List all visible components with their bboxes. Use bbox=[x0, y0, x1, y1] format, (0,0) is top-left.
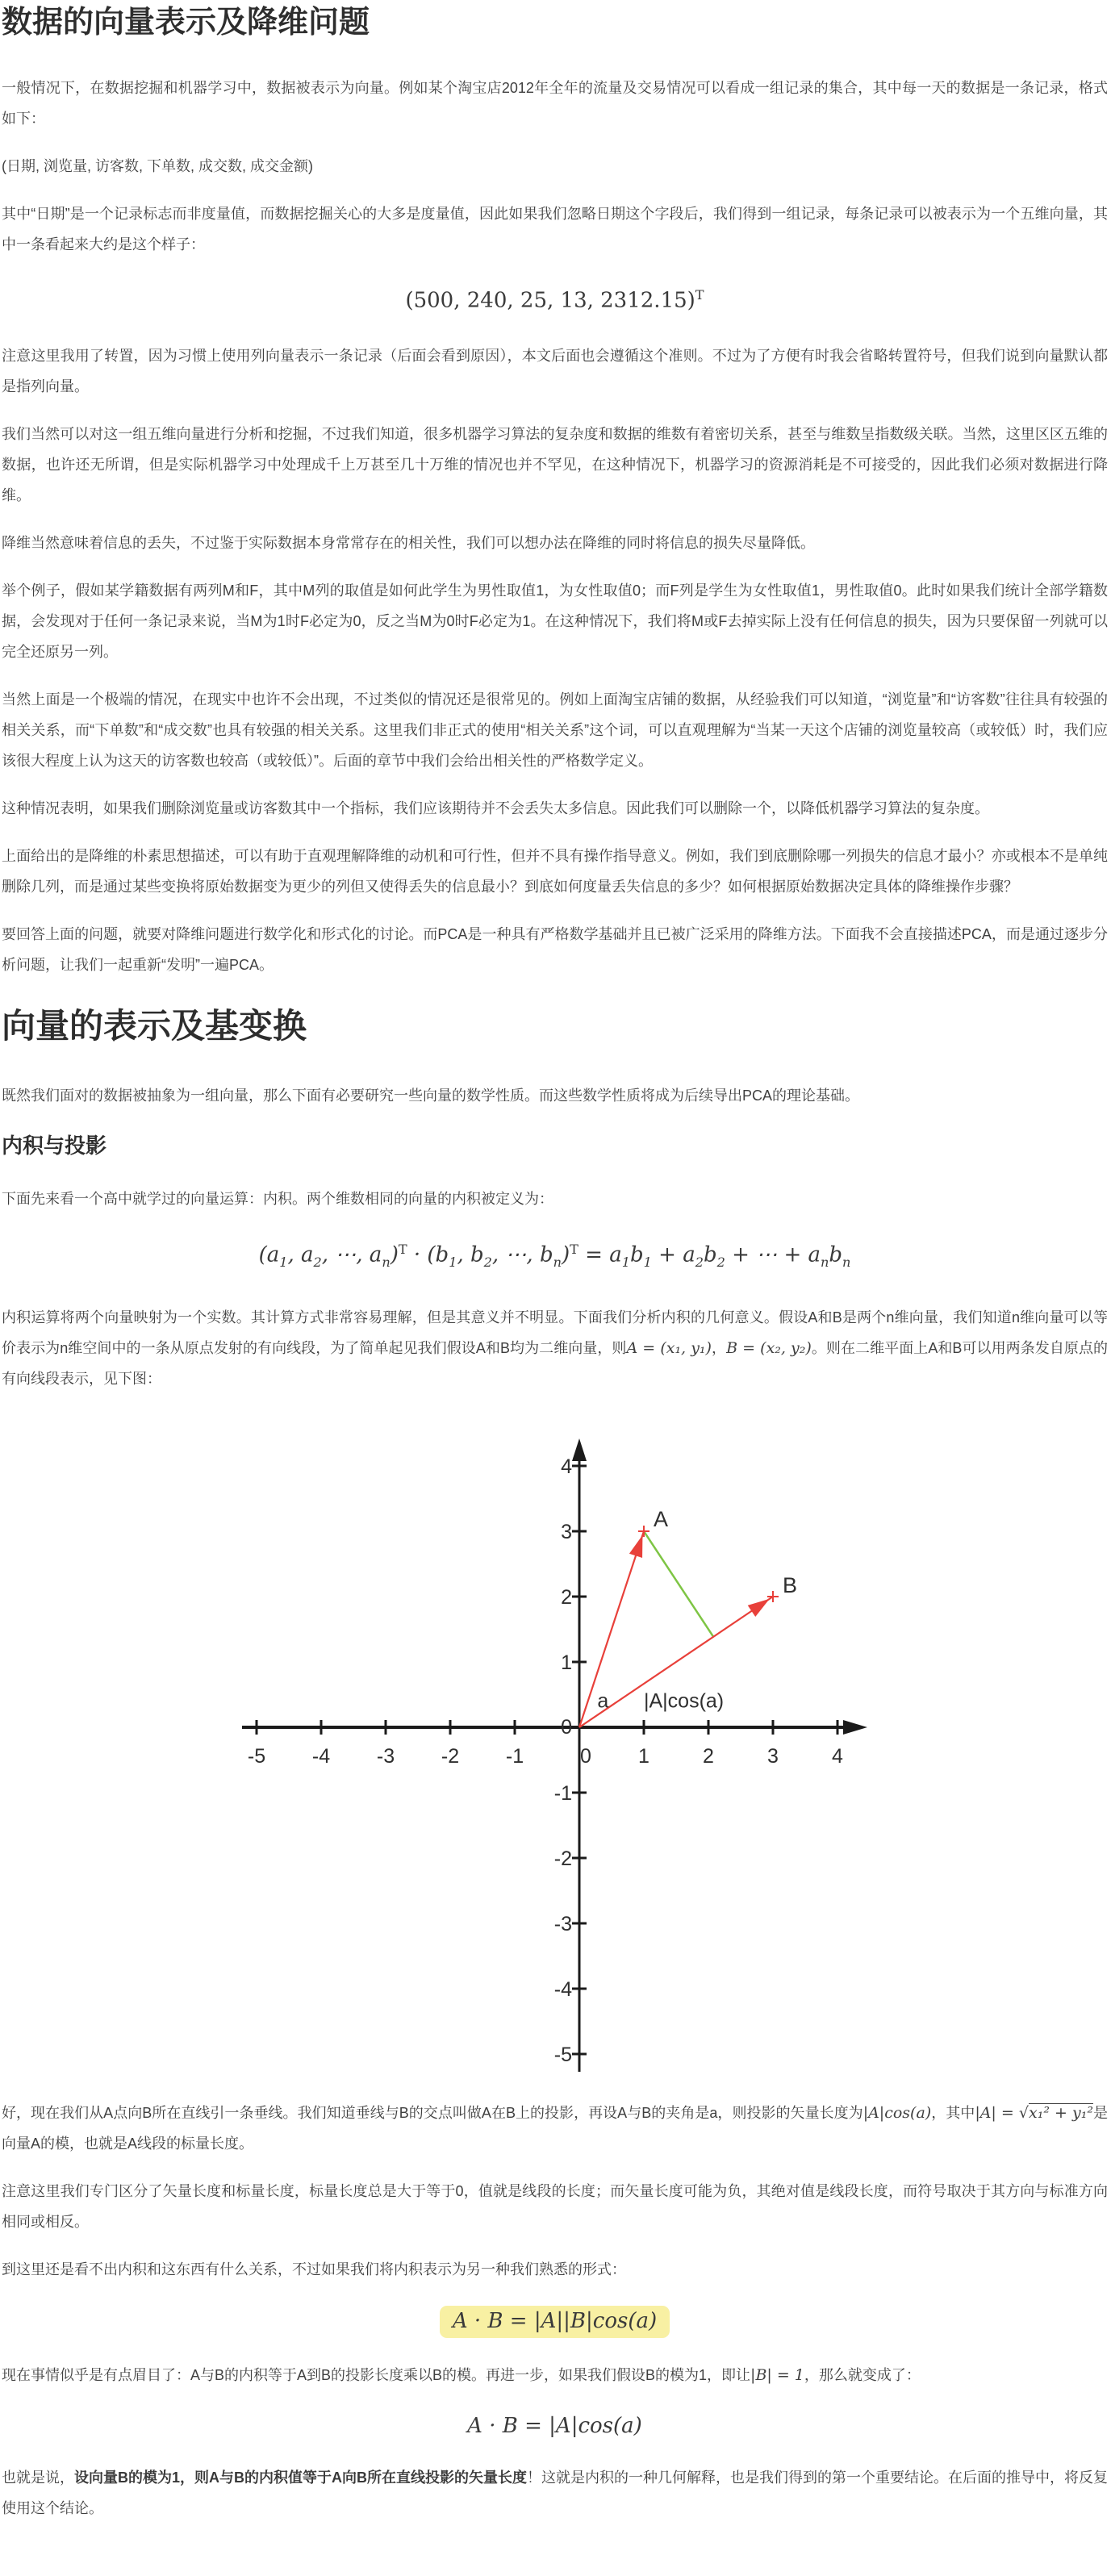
y-tick-label: 3 bbox=[561, 1520, 572, 1543]
y-tick-label: 4 bbox=[561, 1455, 572, 1478]
x-tick-label: 2 bbox=[703, 1744, 714, 1768]
origin-label: 0 bbox=[561, 1715, 572, 1739]
paragraph-unit-modulus: 现在事情似乎是有点眉目了：A与B的内积等于A到B的投影长度乘以B的模。再进一步，如果我们假设B的模为1，即让|B| = 1，那么就变成了： bbox=[2, 2365, 921, 2384]
vector-a-arrowhead-icon bbox=[629, 1534, 643, 1557]
formula-dot-product-highlighted bbox=[2, 2302, 1108, 2340]
x-tick-label: 0 bbox=[580, 1744, 591, 1768]
paragraph-vector-abstraction: 既然我们面对的数据被抽象为一组向量，那么下面有必要研究一些向量的数学性质。而这些数学性质将成为后续导出PCA的理论基础。 bbox=[2, 1087, 860, 1104]
paragraph-dimensionality: 我们当然可以对这一组五维向量进行分析和挖掘，不过我们知道，很多机器学习算法的复杂度和数据的维数有着密切关系，甚至与维数呈指数级关联。当然，这里区区五维的数据，也许还无所谓，但是实际机器学习中处理成千上万甚至几十万维的情况也并不罕见，在这种情况下，机器学习的资源消耗是不可接受的，因此我们必须对数据进行降维。 bbox=[2, 425, 1108, 503]
vector-projection-figure bbox=[230, 1433, 883, 2083]
paragraph-inner-product-intro: 下面先来看一个高中就学过的向量运算：内积。两个维数相同的向量的内积被定义为： bbox=[2, 1190, 553, 1207]
paragraph-delete-metric: 这种情况表明，如果我们删除浏览量或访客数其中一个指标，我们应该期待并不会丢失太多信息。因此我们可以删除一个，以降低机器学习算法的复杂度。 bbox=[2, 800, 989, 816]
y-tick-label: -2 bbox=[553, 1847, 572, 1870]
vector-figure-svg bbox=[230, 1433, 883, 2083]
y-tick-label: -4 bbox=[553, 1977, 572, 2001]
x-tick-label: -2 bbox=[441, 1744, 460, 1768]
vector-b-label: B bbox=[783, 1572, 798, 1597]
y-tick-label: 2 bbox=[561, 1585, 572, 1609]
x-tick-label: -5 bbox=[247, 1744, 266, 1768]
x-axis-arrow-icon bbox=[843, 1720, 867, 1735]
paragraph-transpose-note: 注意这里我用了转置，因为习惯上使用列向量表示一条记录（后面会看到原因），本文后面也会遵循这个准则。不过为了方便有时我会省略转置符号，但我们说到向量默认都是指列向量。 bbox=[2, 347, 1108, 395]
paragraph-mf-example: 举个例子，假如某学籍数据有两列M和F，其中M列的取值是如何此学生为男性取值1，为女性取值0；而F列是学生为女性取值1，男性取值0。此时如果我们统计全部学籍数据，会发现对于任何一条记录来说，当M为1时F必定为0，反之当M为0时F必定为1。在这种情况下，我们将M或F去掉实际上没有任何信息的损失，因为只要保留一列就可以完全还原另一列。 bbox=[2, 582, 1108, 660]
paragraph-correlation: 当然上面是一个极端的情况，在现实中也许不会出现，不过类似的情况还是很常见的。例如上面淘宝店铺的数据，从经验我们可以知道，“浏览量”和“访客数”往往具有较强的相关关系，而“下单数”和“成交数”也具有较强的相关关系。这里我们非正式的使用“相关关系”这个词，可以直观理解为“当某一天这个店铺的浏览量较高（或较低）时，我们应该很大程度上认为这天的访客数也较高（或较低）”。后面的章节中我们会给出相关性的严格数学定义。 bbox=[2, 691, 1108, 769]
x-tick-label: 3 bbox=[767, 1744, 779, 1768]
x-tick-label: -3 bbox=[376, 1744, 395, 1768]
x-tick-label: 4 bbox=[832, 1744, 843, 1768]
y-tick-label: 1 bbox=[561, 1651, 572, 1674]
x-tick-label: 1 bbox=[638, 1744, 649, 1768]
x-tick-label: -4 bbox=[311, 1744, 331, 1768]
vector-a-line bbox=[579, 1531, 644, 1727]
vector-b-arrowhead-icon bbox=[748, 1598, 770, 1616]
paragraph-familiar-form: 到这里还是看不出内积和这东西有什么关系，不过如果我们将内积表示为另一种我们熟悉的形式： bbox=[2, 2261, 626, 2277]
subsection-title-inner-product: 内积与投影 bbox=[2, 1133, 107, 1158]
formula-dot-product-projection: A · B = |A|cos(a) bbox=[467, 2413, 642, 2438]
x-tick-label: -1 bbox=[505, 1744, 524, 1768]
vector-a-label: A bbox=[654, 1506, 669, 1531]
formula-record-vector: (500, 240, 25, 13, 2312.15)$^T$ bbox=[405, 287, 704, 313]
paragraph-naive-idea: 上面给出的是降维的朴素思想描述，可以有助于直观理解降维的动机和可行性，但并不具有操作指导意义。例如，我们到底删除哪一列损失的信息才最小？亦或根本不是单纯删除几列，而是通过某些变换将原始数据变为更少的列但又使得丢失的信息最小？到底如何度量丢失信息的多少？如何根据原始数据决定具体的降维操作步骤？ bbox=[2, 847, 1108, 895]
projection-length-label: |A|cos(a) bbox=[644, 1689, 725, 1713]
projection-line bbox=[644, 1531, 713, 1637]
y-tick-label: -3 bbox=[553, 1912, 572, 1935]
paragraph-information-loss: 降维当然意味着信息的丢失，不过鉴于实际数据本身常常存在的相关性，我们可以想办法在降维的同时将信息的损失尽量降低。 bbox=[2, 534, 815, 551]
paragraph-geometric-meaning: 内积运算将两个向量映射为一个实数。其计算方式非常容易理解，但是其意义并不明显。下面我们分析内积的几何意义。假设A和B是两个n维向量，我们知道n维向量可以等价表示为n维空间中的一条从原点发射的有向线段，为了简单起见我们假设A和B均为二维向量，则A = (x₁, y₁)，B = (x₂, y₂)。则在二维平面上A和B可以用两条发自原点的有向线段表示，见下图： bbox=[2, 1309, 1108, 1387]
angle-label: a bbox=[597, 1689, 609, 1713]
y-tick-label: -5 bbox=[553, 2043, 572, 2066]
yellow-highlight: A · B = |A||B|cos(a) bbox=[440, 2306, 670, 2338]
paragraph-scalar-vs-vector-length: 注意这里我们专门区分了矢量长度和标量长度，标量长度总是大于等于0，值就是线段的长度；而矢量长度可能为负，其绝对值是线段长度，而符号取决于其方向与标准方向相同或相反。 bbox=[2, 2182, 1108, 2230]
paragraph-record-format: (日期, 浏览量, 访客数, 下单数, 成交数, 成交金额) bbox=[2, 158, 313, 174]
y-axis-arrow-icon bbox=[572, 1438, 587, 1461]
paragraph-intro: 一般情况下，在数据挖掘和机器学习中，数据被表示为向量。例如某个淘宝店2012年全年的流量及交易情况可以看成一组记录的集合，其中每一天的数据是一条记录，格式如下： bbox=[2, 80, 1108, 127]
paragraph-projection: 好，现在我们从A点向B所在直线引一条垂线。我们知道垂线与B的交点叫做A在B上的投影，再设A与B的夹角是a，则投影的矢量长度为|A|cos(a)，其中|A| = √x₁² + y₁²是向量A的模，也就是A线段的标量长度。 bbox=[2, 2103, 1108, 2152]
paragraph-pca-preface: 要回答上面的问题，就要对降维问题进行数学化和形式化的讨论。而PCA是一种具有严格数学基础并且已被广泛采用的降维方法。下面我不会直接描述PCA，而是通过逐步分析问题，让我们一起重新“发明”一遍PCA。 bbox=[2, 925, 1108, 973]
formula-inner-product-definition: ($a_1$, $a_2$, ⋯, $a_n)^T \cdot (b_1$, $b_2$, ⋯, $b_n)^T = a_1b_1 + a_2b_2$ + ⋯ + $a_nb_n$ bbox=[258, 1241, 851, 1270]
paragraph-date-field: 其中“日期”是一个记录标志而非度量值，而数据挖掘关心的大多是度量值，因此如果我们忽略日期这个字段后，我们得到一组记录，每条记录可以被表示为一个五维向量，其中一条看起来大约是这个样子： bbox=[2, 206, 1108, 253]
y-tick-label: -1 bbox=[553, 1781, 572, 1805]
paragraph-conclusion: 也就是说，设向量B的模为1，则A与B的内积值等于A向B所在直线投影的矢量长度！这就是内积的一种几何解释，也是我们得到的第一个重要结论。在后面的推导中，将反复使用这个结论。 bbox=[2, 2469, 1109, 2516]
page-title: 数据的向量表示及降维问题 bbox=[2, 6, 370, 40]
section-title-basis-transform: 向量的表示及基变换 bbox=[2, 1006, 307, 1045]
